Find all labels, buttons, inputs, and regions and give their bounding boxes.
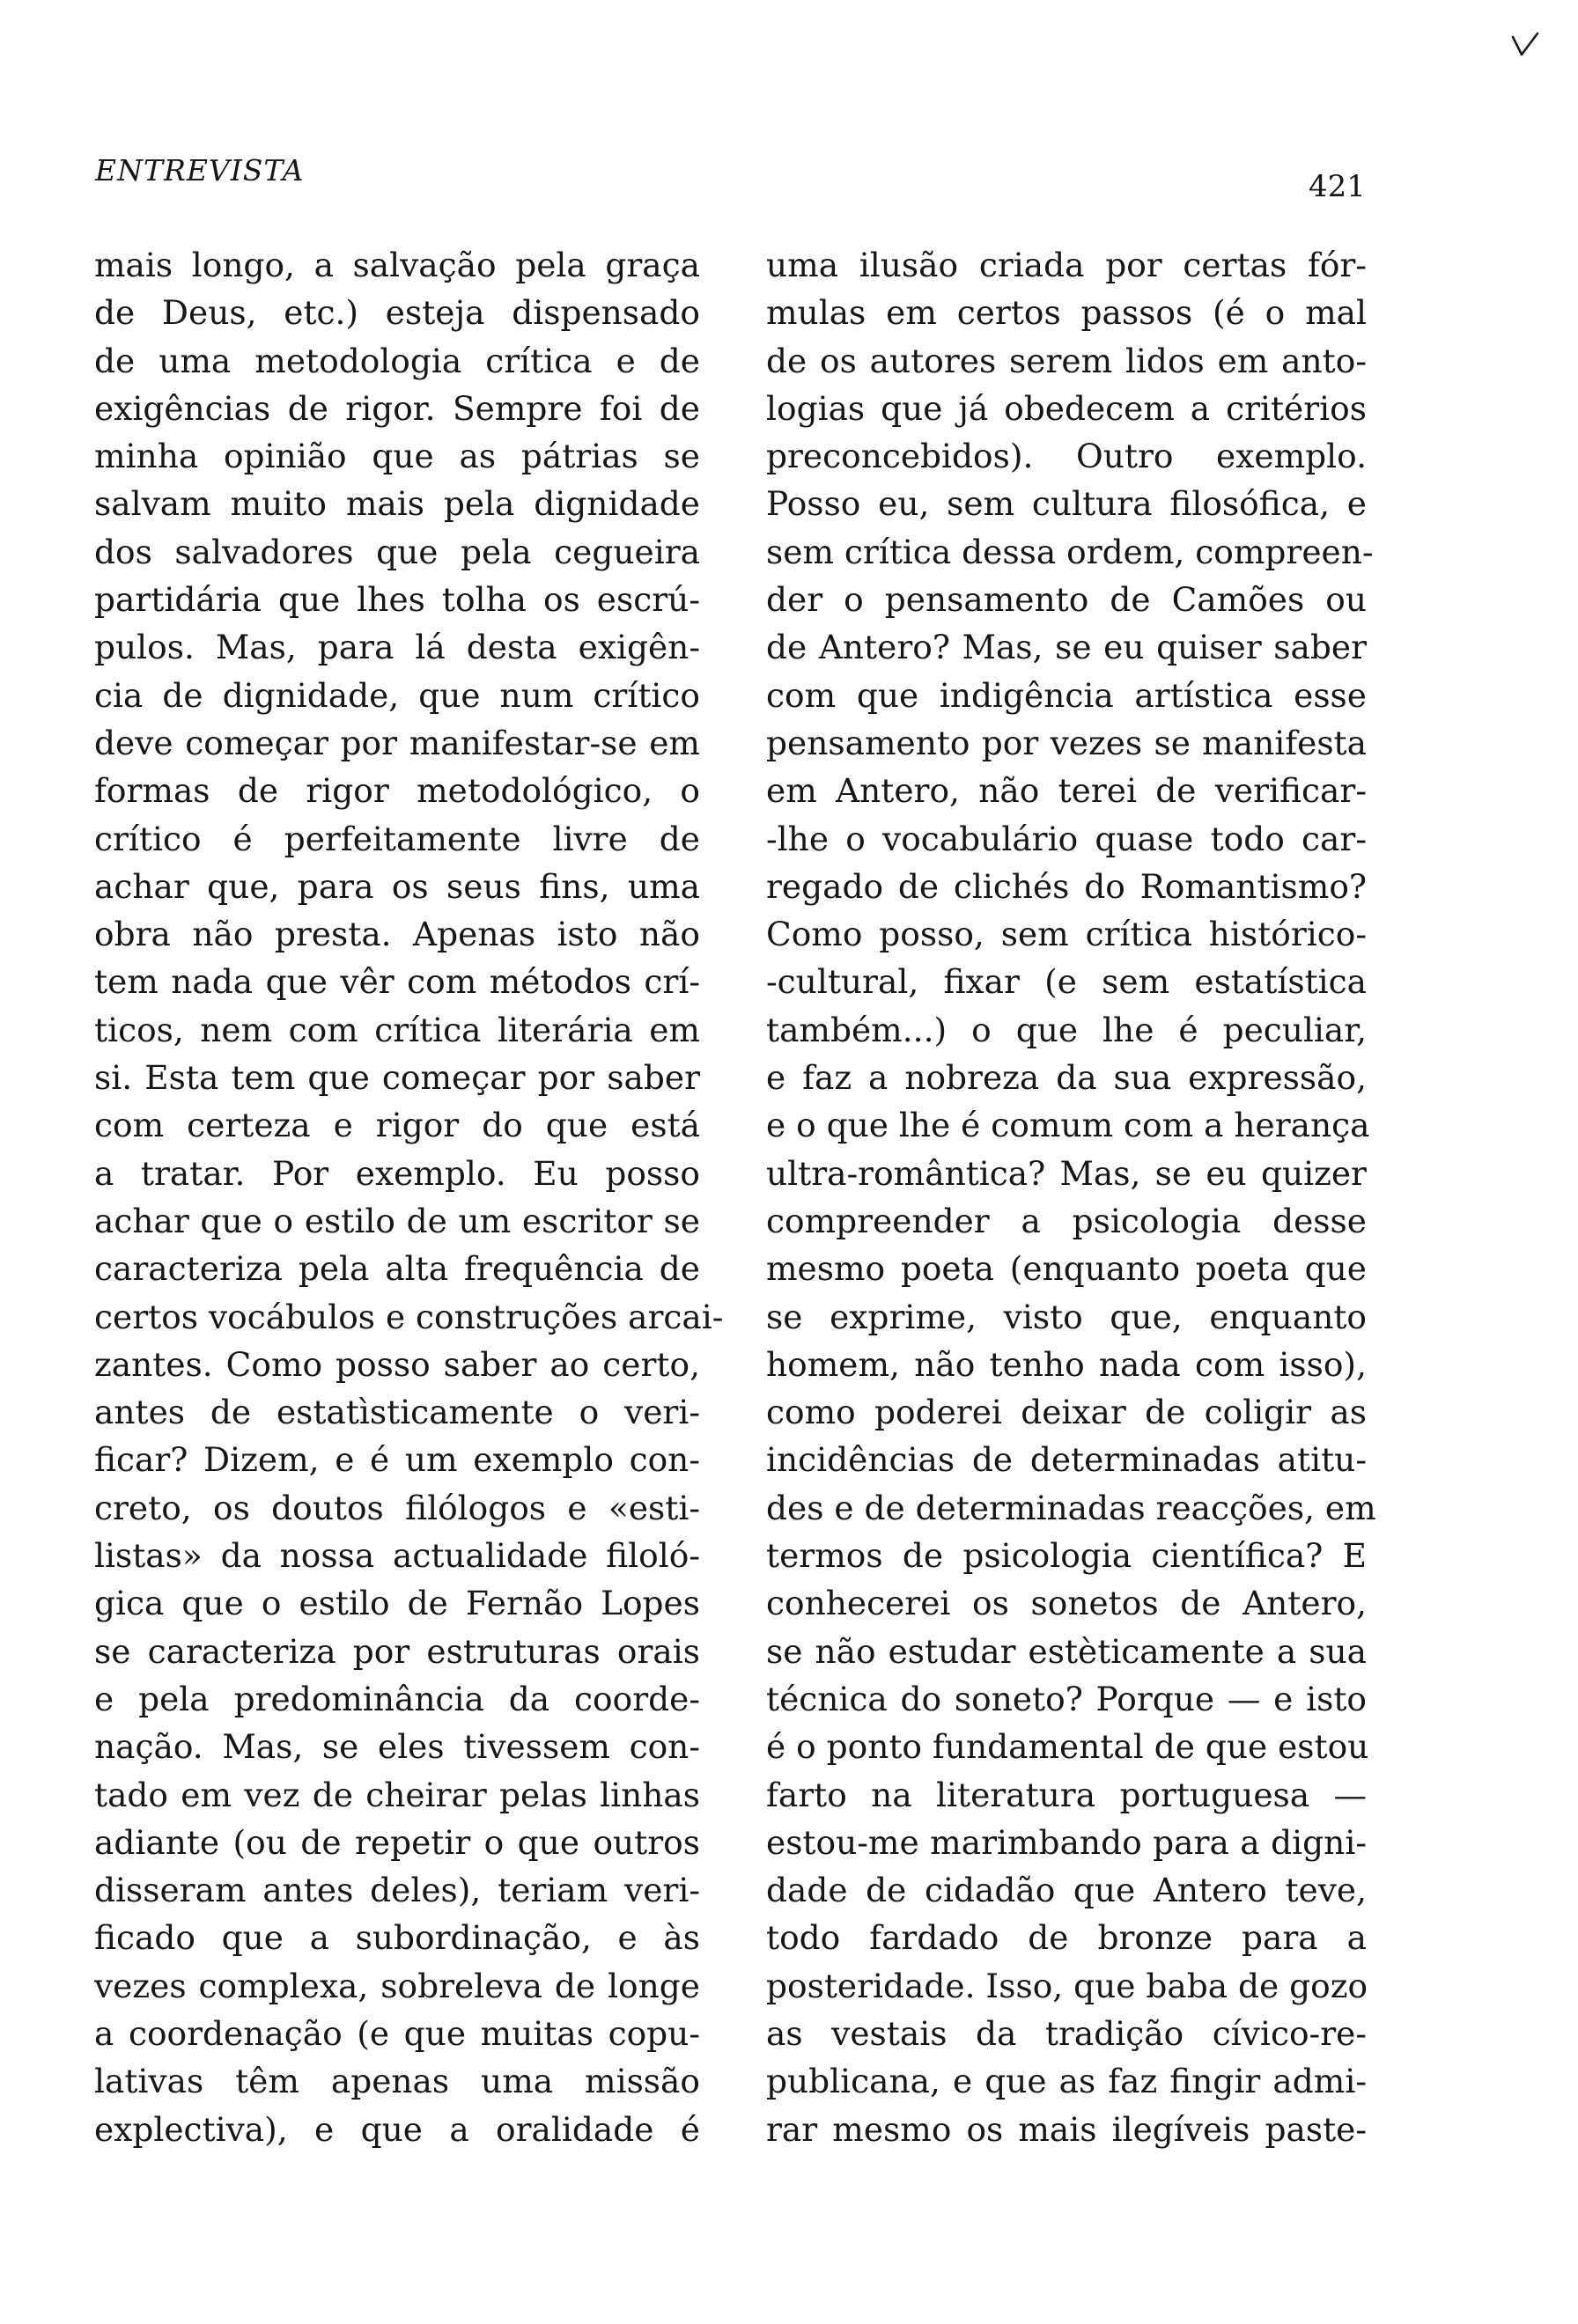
text-line: vezes complexa, sobreleva de longe	[94, 1966, 700, 2005]
text-line: é o ponto fundamental de que estou	[766, 1727, 1369, 1767]
text-line: cia de dignidade, que num crítico	[94, 675, 700, 715]
text-line: gica que o estilo de Fernão Lopes	[94, 1584, 700, 1623]
text-line: pensamento por vezes se manifesta	[766, 723, 1367, 762]
running-header: ENTREVISTA	[95, 153, 305, 188]
text-line: técnica do soneto? Porque — e isto	[766, 1679, 1367, 1718]
text-line: pulos. Mas, para lá desta exigên-	[94, 628, 700, 667]
page-number: 421	[1309, 169, 1366, 204]
text-line: e o que lhe é comum com a herança	[766, 1106, 1370, 1145]
text-line: se caracteriza por estruturas orais	[94, 1631, 700, 1671]
text-line: a tratar. Por exemplo. Eu posso	[94, 1153, 700, 1193]
text-line: si. Esta tem que começar por saber	[94, 1058, 700, 1098]
text-line: e faz a nobreza da sua expressão,	[766, 1058, 1367, 1098]
text-line: certos vocábulos e construções arcai-	[94, 1297, 724, 1336]
right-column	[766, 241, 1376, 2153]
text-line: creto, os doutos filólogos e «esti-	[94, 1488, 700, 1527]
text-line: -lhe o vocabulário quase todo car-	[766, 819, 1367, 858]
text-line: como poderei deixar de coligir as	[766, 1393, 1367, 1432]
text-line: exigências de rigor. Sempre foi de	[94, 388, 700, 428]
text-line: tado em vez de cheirar pelas linhas	[94, 1775, 700, 1814]
text-line: Posso eu, sem cultura filosófica, e	[766, 484, 1367, 524]
text-line: ficar? Dizem, e é um exemplo con-	[94, 1440, 700, 1480]
text-line: as vestais da tradição cívico-re-	[766, 2013, 1367, 2053]
text-line: a coordenação (e que muitas copu-	[94, 2013, 700, 2053]
text-line: logias que já obedecem a critérios	[766, 388, 1367, 428]
text-line: homem, não tenho nada com isso),	[766, 1344, 1367, 1384]
text-line: ultra-romântica? Mas, se eu quizer	[766, 1153, 1367, 1193]
text-line: crítico é perfeitamente livre de	[94, 819, 700, 858]
check-mark-icon	[1508, 26, 1543, 62]
text-line: antes de estatìsticamente o veri-	[94, 1393, 700, 1432]
text-line: também...) o que lhe é peculiar,	[766, 1010, 1367, 1049]
text-line: -cultural, fixar (e sem estatística	[766, 962, 1367, 1002]
text-line: zantes. Como posso saber ao certo,	[94, 1344, 700, 1384]
text-line: listas» da nossa actualidade filoló-	[94, 1536, 700, 1576]
text-line: conhecerei os sonetos de Antero,	[766, 1584, 1367, 1623]
text-line: lativas têm apenas uma missão	[94, 2062, 700, 2101]
text-line: com que indigência artística esse	[766, 675, 1367, 715]
text-line: se não estudar estèticamente a sua	[766, 1631, 1367, 1671]
text-line: se exprime, visto que, enquanto	[766, 1297, 1367, 1336]
text-line: termos de psicologia científica? E	[766, 1536, 1367, 1576]
text-line: estou-me marimbando para a digni-	[766, 1822, 1367, 1862]
text-line: compreender a psicologia desse	[766, 1201, 1367, 1240]
text-line: Como posso, sem crítica histórico-	[766, 915, 1367, 954]
text-line: em Antero, não terei de verificar-	[766, 771, 1367, 811]
text-line: minha opinião que as pátrias se	[94, 437, 700, 476]
text-line: ficado que a subordinação, e às	[94, 1918, 700, 1958]
text-line: caracteriza pela alta frequência de	[94, 1249, 700, 1289]
text-line: posteridade. Isso, que baba de gozo	[766, 1966, 1368, 2005]
text-line: nação. Mas, se eles tivessem con-	[94, 1727, 700, 1767]
text-line: mais longo, a salvação pela graça	[94, 246, 700, 284]
text-line: regado de clichés do Romantismo?	[766, 866, 1367, 906]
text-line: sem crítica dessa ordem, compreen-	[766, 532, 1374, 571]
text-line: de os autores serem lidos em anto-	[766, 341, 1367, 380]
text-line: farto na literatura portuguesa —	[766, 1775, 1367, 1814]
text-line: mesmo poeta (enquanto poeta que	[766, 1249, 1367, 1289]
text-line: dos salvadores que pela cegueira	[94, 532, 700, 571]
text-line: dade de cidadão que Antero teve,	[766, 1871, 1367, 1910]
text-line: des e de determinadas reacções, em	[766, 1488, 1376, 1527]
text-line: de Antero? Mas, se eu quiser saber	[766, 628, 1367, 667]
text-line: achar que o estilo de um escritor se	[94, 1201, 700, 1240]
text-line: partidária que lhes tolha os escrú-	[94, 580, 700, 620]
text-line: e pela predominância da coorde-	[94, 1679, 700, 1718]
text-line: de Deus, etc.) esteja dispensado	[94, 293, 700, 333]
text-line: ticos, nem com crítica literária em	[94, 1010, 700, 1049]
text-line: obra não presta. Apenas isto não	[94, 915, 700, 954]
text-line: explectiva), e que a oralidade é	[94, 2109, 700, 2149]
text-line: disseram antes deles), teriam veri-	[94, 1871, 700, 1910]
text-line: achar que, para os seus fins, uma	[94, 866, 700, 906]
left-column	[94, 241, 724, 2153]
text-line: incidências de determinadas atitu-	[766, 1440, 1367, 1480]
text-line: mulas em certos passos (é o mal	[766, 293, 1367, 333]
text-line: der o pensamento de Camões ou	[766, 580, 1367, 620]
text-line: publicana, e que as faz fingir admi-	[766, 2062, 1367, 2101]
text-line: todo fardado de bronze para a	[766, 1918, 1367, 1958]
text-line: preconcebidos). Outro exemplo.	[766, 437, 1367, 476]
text-line: adiante (ou de repetir o que outros	[94, 1822, 700, 1862]
text-line: rar mesmo os mais ilegíveis paste-	[766, 2109, 1367, 2149]
text-line: salvam muito mais pela dignidade	[94, 484, 700, 524]
text-line: deve começar por manifestar-se em	[94, 723, 700, 762]
text-line: formas de rigor metodológico, o	[94, 771, 700, 811]
text-line: tem nada que vêr com métodos crí-	[94, 962, 700, 1002]
text-line: com certeza e rigor do que está	[94, 1106, 700, 1145]
text-line: de uma metodologia crítica e de	[94, 341, 700, 380]
text-line: uma ilusão criada por certas fór-	[766, 246, 1367, 284]
